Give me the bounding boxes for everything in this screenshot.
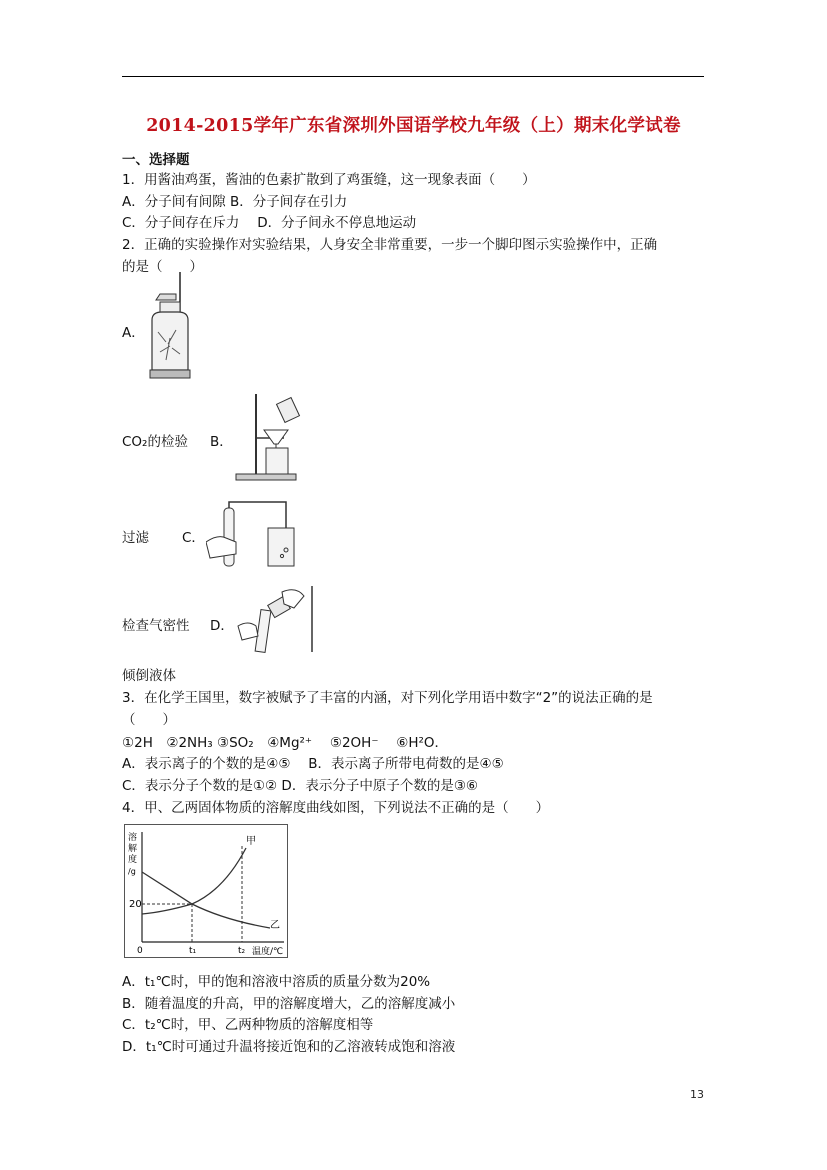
- chart-ylabel-1: 溶: [128, 833, 138, 843]
- q2-caption-d: 检查气密性: [122, 618, 190, 634]
- pouring-figure: [234, 586, 314, 656]
- q4-option-d: D．t₁℃时可通过升温将接近饱和的乙溶液转成饱和溶液: [122, 1039, 456, 1055]
- q1-options-cd: C．分子间存在斥力 D．分子间永不停息地运动: [122, 215, 417, 231]
- header-rule: [122, 76, 704, 77]
- q3-options-cd: C．表示分子个数的是①② D．表示分子中原子个数的是③⑥: [122, 778, 479, 794]
- chart-xlabel: 温度/℃: [252, 947, 284, 957]
- q3-options-ab: A．表示离子的个数的是④⑤ B．表示离子所带电荷数的是④⑤: [122, 756, 504, 772]
- section-heading: 一、选择题: [122, 152, 190, 168]
- chart-x-origin: 0: [137, 946, 143, 956]
- q2-option-b-label: B．: [210, 434, 233, 450]
- q4-option-b: B．随着温度的升高，甲的溶解度增大，乙的溶解度减小: [122, 996, 456, 1012]
- chart-ylabel-2: 解: [128, 844, 138, 854]
- q2-option-c-label: C．: [182, 530, 205, 546]
- q1-stem: 1．用酱油鸡蛋，酱油的色素扩散到了鸡蛋缝，这一现象表面（ ）: [122, 172, 536, 188]
- chart-ylabel-4: /g: [128, 867, 136, 876]
- page-number: 13: [690, 1088, 704, 1101]
- q4-stem: 4．甲、乙两固体物质的溶解度曲线如图，下列说法不正确的是（ ）: [122, 800, 550, 816]
- q3-items: ①2H ②2NH₃ ③SO₂ ④Mg²⁺ ⑤2OH⁻ ⑥H²O．: [122, 735, 449, 751]
- q4-option-c: C．t₂℃时，甲、乙两种物质的溶解度相等: [122, 1017, 374, 1033]
- q2-caption-c: 过滤: [122, 530, 149, 546]
- gas-bottle-figure: [146, 272, 192, 382]
- chart-x-t1: t₁: [189, 946, 197, 956]
- q1-options-ab: A．分子间有间隙 B．分子间存在引力: [122, 194, 348, 210]
- q3-stem-line1: 3．在化学王国里，数字被赋予了丰富的内涵，对下列化学用语中数字“2”的说法正确的是: [122, 690, 653, 706]
- q2-stem-line1: 2．正确的实验操作对实验结果，人身安全非常重要，一步一个脚印图示实验操作中，正确: [122, 237, 658, 253]
- chart-x-t2: t₂: [238, 946, 246, 956]
- chart-series-yi-label: 乙: [270, 920, 280, 931]
- q2-option-d-label: D．: [210, 618, 234, 634]
- chart-y-tick-20: 20: [129, 899, 142, 910]
- solubility-chart: [124, 824, 288, 958]
- q2-trailing-caption: 倾倒液体: [122, 668, 176, 684]
- airtightness-figure: [206, 498, 296, 570]
- q2-caption-b: CO₂的检验: [122, 434, 188, 450]
- filtration-figure: [234, 390, 302, 482]
- q2-option-a-label: A．: [122, 325, 145, 341]
- q4-option-a: A．t₁℃时，甲的饱和溶液中溶质的质量分数为20%: [122, 974, 431, 990]
- q2-stem-line2: 的是（ ）: [122, 259, 203, 275]
- chart-series-jia-label: 甲: [246, 836, 256, 847]
- page-title: 2014-2015学年广东省深圳外国语学校九年级（上）期末化学试卷: [146, 116, 681, 136]
- chart-ylabel-3: 度: [128, 855, 138, 865]
- q3-stem-line2: （ ）: [122, 712, 176, 728]
